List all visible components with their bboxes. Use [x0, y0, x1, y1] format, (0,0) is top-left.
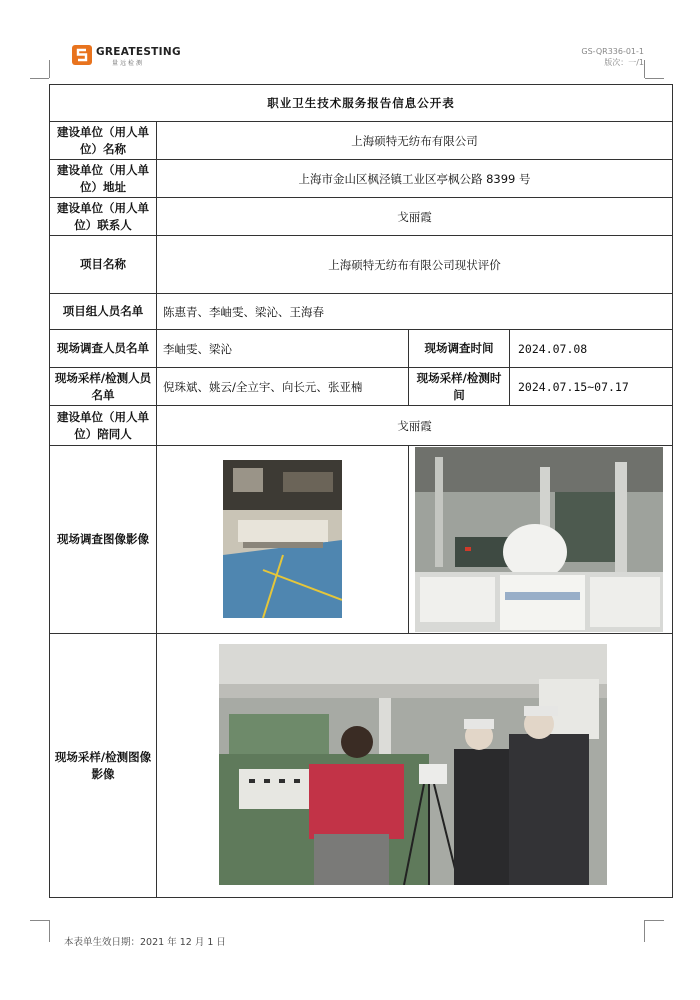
row-sampling-images — [50, 634, 673, 898]
value-project-name: 上海硕特无纺布有限公司现状评价 — [157, 236, 673, 294]
document-code: GS-QR336-01-1 — [581, 47, 644, 56]
crop-mark-top-left — [49, 60, 50, 78]
logo-icon — [72, 45, 92, 65]
row-unit-name — [50, 122, 673, 160]
survey-image-cell-1 — [157, 446, 409, 634]
label-survey-staff: 现场调查人员名单 — [50, 330, 157, 368]
value-survey-time: 2024.07.08 — [510, 330, 673, 368]
label-unit-address: 建设单位（用人单位）地址 — [50, 160, 157, 198]
label-sampling-time: 现场采样/检测时间 — [409, 368, 510, 406]
company-name-en: GREATESTING — [96, 46, 181, 58]
row-sampling — [50, 368, 673, 406]
survey-photo-production-line — [223, 460, 342, 618]
page-title: 职业卫生技术服务报告信息公开表 — [50, 85, 673, 122]
survey-photo-workshop — [415, 447, 663, 632]
value-team: 陈惠青、李岫雯、梁沁、王海春 — [157, 294, 673, 330]
crop-mark-bottom-left-h — [30, 920, 49, 921]
info-table — [49, 84, 673, 898]
crop-mark-top-right-h — [645, 78, 664, 79]
label-unit-name: 建设单位（用人单位）名称 — [50, 122, 157, 160]
value-unit-address: 上海市金山区枫泾镇工业区亭枫公路 8399 号 — [157, 160, 673, 198]
value-unit-name: 上海硕特无纺布有限公司 — [157, 122, 673, 160]
sampling-image-cell — [157, 634, 673, 898]
page-label: 版次：一/1 — [604, 58, 644, 67]
company-name-cn: 量远检测 — [112, 60, 145, 67]
label-team: 项目组人员名单 — [50, 294, 157, 330]
company-logo — [72, 45, 182, 67]
label-survey-time: 现场调查时间 — [409, 330, 510, 368]
survey-image-cell-2 — [409, 446, 673, 634]
value-sampling-time: 2024.07.15~07.17 — [510, 368, 673, 406]
row-team — [50, 294, 673, 330]
row-unit-address — [50, 160, 673, 198]
row-escort — [50, 406, 673, 446]
label-project-name: 项目名称 — [50, 236, 157, 294]
label-sampling-staff: 现场采样/检测人员名单 — [50, 368, 157, 406]
row-project-name — [50, 236, 673, 294]
value-escort: 戈丽霞 — [157, 406, 673, 446]
value-sampling-staff: 倪珠斌、姚云/全立宇、向长元、张亚楠 — [157, 368, 409, 406]
row-survey-images — [50, 446, 673, 634]
crop-mark-bottom-left — [49, 920, 50, 942]
label-survey-images: 现场调查图像影像 — [50, 446, 157, 634]
label-escort: 建设单位（用人单位）陪同人 — [50, 406, 157, 446]
document-code-block — [581, 46, 644, 68]
crop-mark-top-right — [644, 60, 645, 78]
sampling-photo-field-detection — [219, 644, 607, 885]
crop-mark-top-left-h — [30, 78, 49, 79]
effective-date-footer: 本表单生效日期：2021 年 12 月 1 日 — [64, 937, 226, 948]
title-row — [50, 85, 673, 122]
label-sampling-images: 现场采样/检测图像影像 — [50, 634, 157, 898]
label-contact: 建设单位（用人单位）联系人 — [50, 198, 157, 236]
value-contact: 戈丽霞 — [157, 198, 673, 236]
crop-mark-bottom-right-h — [645, 920, 664, 921]
row-survey — [50, 330, 673, 368]
row-contact — [50, 198, 673, 236]
value-survey-staff: 李岫雯、梁沁 — [157, 330, 409, 368]
crop-mark-bottom-right — [644, 920, 645, 942]
